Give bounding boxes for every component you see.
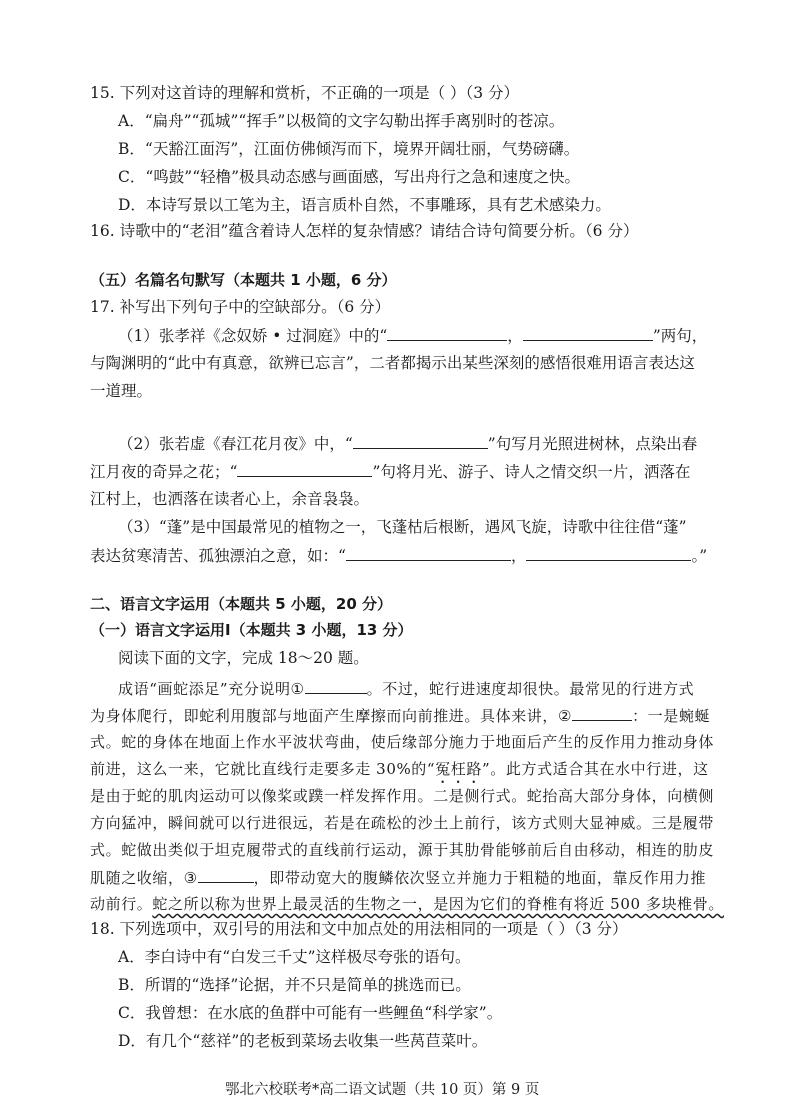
wavy-underlined-sentence: 蛇之所以称为世界上最灵活的生物之一，是因为它们的脊椎有将近 500 多块椎骨。 [152, 895, 724, 913]
q17-item1-line2: 与陶渊明的“此中有真意，欲辨已忘言”，二者都揭示出某些深刻的感悟很难用语言表达这 [90, 354, 695, 372]
q18-option-a: A．李白诗中有“白发三千丈”这样极尽夸张的语句。 [118, 948, 471, 966]
q17-blank-4[interactable] [237, 460, 372, 477]
passage-line-3: 式。蛇的身体在地面上作水平波状弯曲，使后缘部分施力于地面后产生的反作用力推动身体 [90, 733, 715, 751]
page-footer: 鄂北六校联考*高二语文试题（共 10 页）第 9 页 [225, 1082, 540, 1098]
q15-option-a: A．“扁舟”“孤城”“挥手”以极简的文字勾勒出挥手离别时的苍凉。 [118, 112, 565, 130]
q18-option-d: D．有几个“慈祥”的老板到菜场去收集一些莴苣菜叶。 [118, 1032, 488, 1050]
passage-line-5: 是由于蛇的肌肉运动可以像桨或蹼一样发挥作用。二是侧行式。蛇抬高大部分身体，向横侧 [90, 787, 715, 805]
passage-text: 为身体爬行，即蛇利用腹部与地面产生摩擦而向前推进。具体来讲， [90, 707, 559, 725]
passage-text: 成语“画蛇添足”充分说明 [118, 680, 291, 698]
q17-blank-3[interactable] [353, 432, 488, 449]
q17-item3-text-a: 表达贫寒清苦、孤独漂泊之意，如：“ [90, 547, 346, 565]
q17-item3-line2 [90, 544, 707, 567]
q17-item1-line3: 一道理。 [90, 382, 153, 400]
q17-item2-text-c: 江月夜的奇异之花；“ [90, 463, 238, 481]
q18-option-b: B．所谓的“选择”论据，并不只是简单的挑选而已。 [118, 976, 471, 994]
q17-item2-line2 [90, 460, 690, 483]
passage-blank-3[interactable] [198, 866, 254, 883]
passage-text: 动前行。 [90, 895, 153, 913]
q17-blank-2[interactable] [523, 324, 653, 341]
q17-item2-line3: 江村上，也洒落在读者心上，余音袅袅。 [90, 490, 370, 508]
q17-stem: 17. 补写出下列句子中的空缺部分。（6 分） [90, 298, 391, 316]
q15-option-c: C．“鸣鼓”“轻橹”极具动态感与画面感，写出舟行之急和速度之快。 [118, 168, 581, 186]
q17-blank-5[interactable] [346, 544, 511, 561]
passage-line-2 [90, 704, 710, 727]
q17-item2-line1 [118, 432, 697, 455]
part2-sub1-title: （一）语言文字运用Ⅰ（本题共 3 小题，13 分） [90, 621, 413, 639]
section5-title: （五）名篇名句默写（本题共 1 小题，6 分） [90, 271, 397, 289]
passage-text: 肌随之收缩， [90, 869, 184, 887]
marker-1: ① [290, 680, 305, 698]
passage-text: ：一是蜿蜒 [632, 707, 711, 725]
q18-stem: 18. 下列选项中，双引号的用法和文中加点处的用法相同的一项是（ ）（3 分） [90, 920, 628, 938]
q15-option-d: D．本诗写景以工笔为主，语言质朴自然，不事雕琢，具有艺术感染力。 [118, 196, 611, 214]
passage-line-9 [90, 893, 724, 915]
q17-item3-text-c: 。” [691, 547, 708, 565]
passage-blank-1[interactable] [305, 677, 367, 694]
passage-text: ，即带动宽大的腹鳞依次竖立并施力于粗糙的地面，靠反作用力推 [253, 869, 707, 887]
q15-option-b: B．“天豁江面泻”，江面仿佛倾泻而下，境界开阔壮丽，气势磅礴。 [118, 140, 580, 158]
part2-instruction: 阅读下面的文字，完成 18～20 题。 [118, 649, 369, 667]
q18-option-c: C．我曾想：在水底的鱼群中可能有一些鲤鱼“科学家”。 [118, 1004, 503, 1022]
q17-item1-text-a: （1）张孝祥《念奴娇 • 过洞庭》中的“ [118, 327, 388, 345]
q17-item1-text-b: ， [507, 327, 523, 345]
q17-item1-line1 [118, 324, 707, 347]
passage-line-4 [90, 758, 709, 787]
passage-text: ”。此方式适合其在水中行进，这 [482, 760, 709, 778]
q15-stem: 15. 下列对这首诗的理解和赏析，不正确的一项是（ ）（3 分） [90, 84, 520, 102]
passage-line-7: 式。蛇做出类似于坦克履带式的直线前行运动，源于其肋骨能够前后自由移动，相连的肋皮 [90, 841, 715, 859]
q17-item3-line1: （3）“蓬”是中国最常见的植物之一，飞蓬枯后根断，遇风飞旋，诗歌中往往借“蓬” [118, 518, 687, 536]
q17-item1-text-c: ”两句， [652, 327, 708, 345]
q17-item2-text-b: ”句写月光照进树林，点染出春 [487, 435, 698, 453]
q16-stem: 16. 诗歌中的“老泪”蕴含着诗人怎样的复杂情感？请结合诗句简要分析。（6 分） [90, 222, 639, 240]
passage-line-1 [118, 677, 694, 700]
q17-item2-text-d: ”句将月光、游子、诗人之情交织一片，洒落在 [372, 463, 691, 481]
q17-blank-6[interactable] [526, 544, 691, 561]
part2-title: 二、语言文字运用（本题共 5 小题，20 分） [90, 595, 392, 613]
dotted-phrase: 冤枉路 [435, 760, 482, 778]
passage-blank-2[interactable] [572, 704, 632, 721]
passage-line-6: 方向猛冲，瞬间就可以行进很远，若是在疏松的沙土上前行，该方式则大显神威。三是履带 [90, 814, 715, 832]
passage-line-8 [90, 866, 706, 889]
passage-text: 前进，这么一来，它就比直线行走要多走 30%的“ [90, 760, 436, 778]
q17-item3-text-b: ， [510, 547, 527, 565]
q17-blank-1[interactable] [387, 324, 507, 341]
marker-3: ③ [183, 869, 198, 887]
passage-text: 。不过，蛇行进速度却很快。最常见的行进方式 [366, 680, 695, 698]
marker-2: ② [558, 707, 573, 725]
q17-item2-text-a: （2）张若虚《春江花月夜》中，“ [118, 435, 353, 453]
